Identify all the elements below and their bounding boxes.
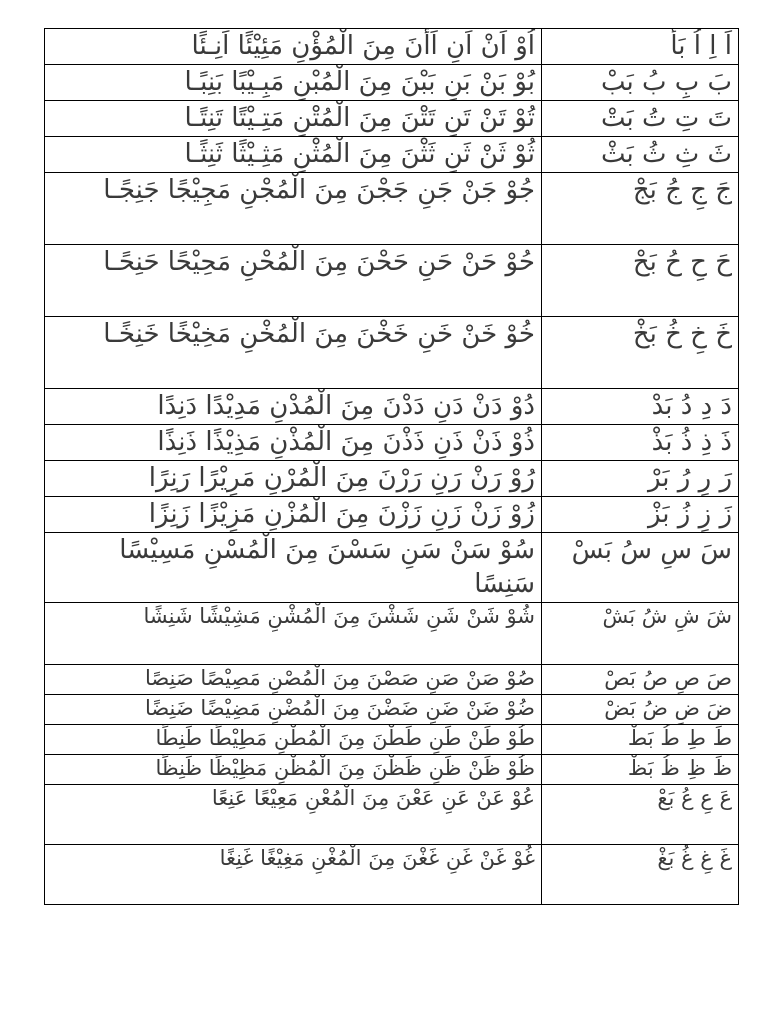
table-row (45, 603, 739, 665)
letter-forms-cell: طَ طِ طُ بَطْ (542, 725, 739, 755)
letter-forms-cell: بَ بِ بُ بَبْ (542, 65, 739, 101)
table-row (45, 101, 739, 137)
syllable-words-cell: حُوْ حَنْ حَنِ حَحْنَ مِنَ الْمُحْنِ مَحِيْحًا حَنِحًـا (45, 245, 542, 317)
table-row (45, 461, 739, 497)
table-row (45, 497, 739, 533)
letter-forms-cell: حَ حِ حُ بَحْ (542, 245, 739, 317)
letter-forms-cell: غَ غِ غُ بَغْ (542, 845, 739, 905)
letter-forms-cell: خَ خِ خُ بَخْ (542, 317, 739, 389)
letter-forms-cell: عَ عِ عُ بَعْ (542, 785, 739, 845)
syllable-words-cell: اُوْ اَنْ اَنِ اَأْنَ مِنَ الْمُؤْنِ مَئِيْئًا اَنِـئًا (45, 29, 542, 65)
syllable-words-cell: ضُوْ ضَنْ ضَنِ ضَضْنَ مِنَ الْمُضْنِ مَضِيْضًا ضَنِضًا (45, 695, 542, 725)
letter-forms-cell: زَ زِ زُ بَزْ (542, 497, 739, 533)
table-row (45, 65, 739, 101)
letter-forms-cell: ظَ ظِ ظُ بَظْ (542, 755, 739, 785)
letter-forms-cell: صَ صِ صُ بَصْ (542, 665, 739, 695)
alphabet-syllable-table (44, 28, 739, 905)
table-row (45, 317, 739, 389)
table-row (45, 665, 739, 695)
table-row (45, 755, 739, 785)
syllable-words-cell: بُوْ بَنْ بَنِ بَبْنَ مِنَ الْمُبْنِ مَبِـيْبًا بَنِبًـا (45, 65, 542, 101)
letter-forms-cell: اَ اِ اُ بَأْ (542, 29, 739, 65)
syllable-words-cell: ثُوْ ثَنْ ثَنِ ثَثْنَ مِنَ الْمُثْنِ مَثِـيْثًا ثَنِثًـا (45, 137, 542, 173)
table-row (45, 425, 739, 461)
letter-forms-cell: ذَ ذِ ذُ بَذْ (542, 425, 739, 461)
syllable-words-cell: ظُوْ ظَنْ ظَنِ ظَظْنَ مِنَ الْمُظْنِ مَظِيْظًا ظَنِظًا (45, 755, 542, 785)
table-row (45, 173, 739, 245)
table-row (45, 695, 739, 725)
syllable-words-cell: زُوْ زَنْ زَنِ زَزْنَ مِنَ الْمُزْنِ مَزِيْزًا زَنِزًا (45, 497, 542, 533)
table-row (45, 725, 739, 755)
letter-forms-cell: سَ سِ سُ بَسْ (542, 533, 739, 603)
syllable-words-cell: خُوْ خَنْ خَنِ خَخْنَ مِنَ الْمُخْنِ مَخِيْخًا خَنِخًـا (45, 317, 542, 389)
table-row (45, 785, 739, 845)
syllable-words-cell: ذُوْ ذَنْ ذَنِ ذَذْنَ مِنَ الْمُذْنِ مَذِيْذًا ذَنِذًا (45, 425, 542, 461)
syllable-words-cell: شُوْ شَنْ شَنِ شَشْنَ مِنَ الْمُشْنِ مَشِيْشًا شَنِشًا (45, 603, 542, 665)
syllable-words-cell: غُوْ غَنْ غَنِ غَغْنَ مِنَ الْمُغْنِ مَغِيْغًا غَنِغًا (45, 845, 542, 905)
syllable-words-cell: عُوْ عَنْ عَنِ عَعْنَ مِنَ الْمُعْنِ مَعِيْعًا عَنِعًا (45, 785, 542, 845)
table-row (45, 389, 739, 425)
table-row (45, 137, 739, 173)
syllable-words-cell: سُوْ سَنْ سَنِ سَسْنَ مِنَ الْمُسْنِ مَسِيْسًا سَنِسًا (45, 533, 542, 603)
letter-forms-cell: دَ دِ دُ بَدْ (542, 389, 739, 425)
table-row (45, 245, 739, 317)
syllable-words-cell: طُوْ طَنْ طَنِ طَطْنَ مِنَ الْمُطْنِ مَطِيْطًا طَنِطًا (45, 725, 542, 755)
table-row (45, 533, 739, 603)
syllable-words-cell: دُوْ دَنْ دَنِ دَدْنَ مِنَ الْمُدْنِ مَدِيْدًا دَنِدًا (45, 389, 542, 425)
syllable-words-cell: تُوْ تَنْ تَنِ تَتْنَ مِنَ الْمُتْنِ مَتِـيْتًا تَنِتًـا (45, 101, 542, 137)
letter-forms-cell: جَ جِ جُ بَجْ (542, 173, 739, 245)
letter-forms-cell: ضَ ضِ ضُ بَضْ (542, 695, 739, 725)
letter-forms-cell: ثَ ثِ ثُ بَثْ (542, 137, 739, 173)
table-body (45, 29, 739, 905)
letter-forms-cell: شَ شِ شُ بَشْ (542, 603, 739, 665)
syllable-words-cell: رُوْ رَنْ رَنِ رَرْنَ مِنَ الْمُرْنِ مَرِيْرًا رَنِرًا (45, 461, 542, 497)
syllable-words-cell: جُوْ جَنْ جَنِ جَجْنَ مِنَ الْمُجْنِ مَجِيْجًا جَنِجًـا (45, 173, 542, 245)
table-row (45, 29, 739, 65)
letter-forms-cell: تَ تِ تُ بَتْ (542, 101, 739, 137)
letter-forms-cell: رَ رِ رُ بَرْ (542, 461, 739, 497)
syllable-words-cell: صُوْ صَنْ صَنِ صَصْنَ مِنَ الْمُصْنِ مَصِيْصًا صَنِصًا (45, 665, 542, 695)
table-row (45, 845, 739, 905)
